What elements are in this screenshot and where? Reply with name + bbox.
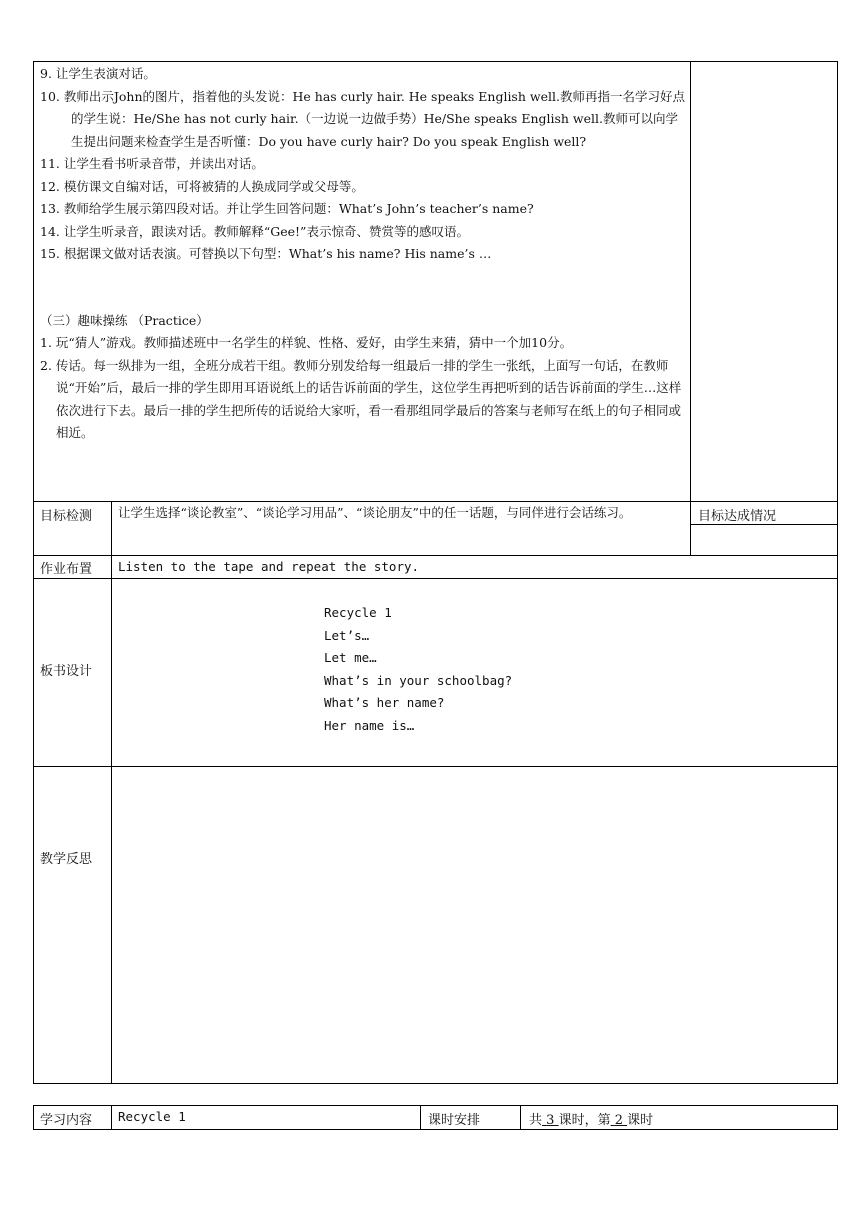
activity-steps-list (40, 63, 688, 266)
row-divider-status (690, 524, 838, 525)
row-divider-reflection-top (33, 766, 838, 767)
goal-check-label: 目标检测 (40, 509, 93, 524)
practice-item: 2. 传话。每一纵排为一组，全班分成若干组。教师分别发给每一组最后一排的学生一张纸，上面写一句话，在教师说“开始”后，最后一排的学生即用耳语说纸上的话告诉前面的学生，这位学生再把听到的话告诉前面的学生…这样依次进行下去。最后一排的学生把所传的话说给大家听，看一看那组同学最后的答案与老师写在纸上的句子相同或相近。 (40, 357, 682, 440)
goal-check-content: 让学生选择“谈论教室”、“谈论学习用品”、“谈论朋友”中的任一话题，与同伴进行会话练习。 (118, 505, 632, 520)
activity-step: 13. 教师给学生展示第四段对话。并让学生回答问题：What’s John’s teacher’s name? (40, 201, 534, 216)
footer-divider-3 (520, 1105, 521, 1130)
learning-content-value: Recycle 1 (118, 1109, 186, 1124)
board-line: Let’s… (324, 627, 370, 643)
homework-label: 作业布置 (40, 562, 93, 577)
footer-divider-2 (420, 1105, 421, 1130)
goal-status-divider (690, 501, 691, 555)
practice-list (40, 332, 688, 445)
practice-item: 1. 玩“猜人”游戏。教师描述班中一名学生的样貌、性格、爱好，由学生来猜，猜中一个加10分。 (40, 335, 573, 350)
board-line: What’s her name? (324, 695, 445, 710)
activity-step: 12. 模仿课文自编对话，可将被猜的人换成同学或父母等。 (40, 178, 364, 194)
reflection-label: 教学反思 (40, 852, 93, 867)
schedule-prefix: 共 (529, 1113, 543, 1128)
schedule-mid: 课时，第 (558, 1113, 611, 1128)
board-line: What’s in your schoolbag? (324, 672, 513, 688)
activity-step: 10. 教师出示John的图片，指着他的头发说：He has curly hair. He speaks English well.教师再指一名学习好点的学生说：He/She has not curly hair.（一边说一边做手势）He/She speaks English well.教师可以向学生提出问题来检查学生是否听懂：Do you have curly hair? Do you speak English well? (40, 88, 685, 149)
schedule-suffix: 课时 (627, 1113, 654, 1128)
board-line: Her name is… (324, 717, 415, 733)
schedule-label: 课时安排 (428, 1113, 481, 1128)
total-periods: 3 (546, 1113, 555, 1128)
activity-step: 15. 根据课文做对话表演。可替换以下句型：What’s his name? His name’s … (40, 246, 492, 261)
activity-right-divider (690, 61, 691, 506)
learning-content-label: 学习内容 (40, 1113, 93, 1128)
activity-step: 11. 让学生看书听录音带，并读出对话。 (40, 156, 264, 171)
label-column-divider (111, 501, 112, 1084)
practice-heading: （三）趣味操练 （Practice） (40, 313, 209, 328)
board-line: Let me… (324, 650, 377, 665)
footer-divider-1 (111, 1105, 112, 1130)
goal-status-label: 目标达成情况 (698, 509, 777, 524)
board-design-content (324, 602, 512, 737)
activity-step: 14. 让学生听录音，跟读对话。教师解释“Gee!”表示惊奇、赞赏等的感叹语。 (40, 223, 469, 239)
current-period: 2 (614, 1113, 624, 1128)
homework-content: Listen to the tape and repeat the story. (118, 559, 420, 574)
board-line: Recycle 1 (324, 605, 392, 620)
board-design-label: 板书设计 (40, 664, 93, 679)
schedule-value (529, 1109, 653, 1128)
activity-step: 9. 让学生表演对话。 (40, 66, 156, 81)
